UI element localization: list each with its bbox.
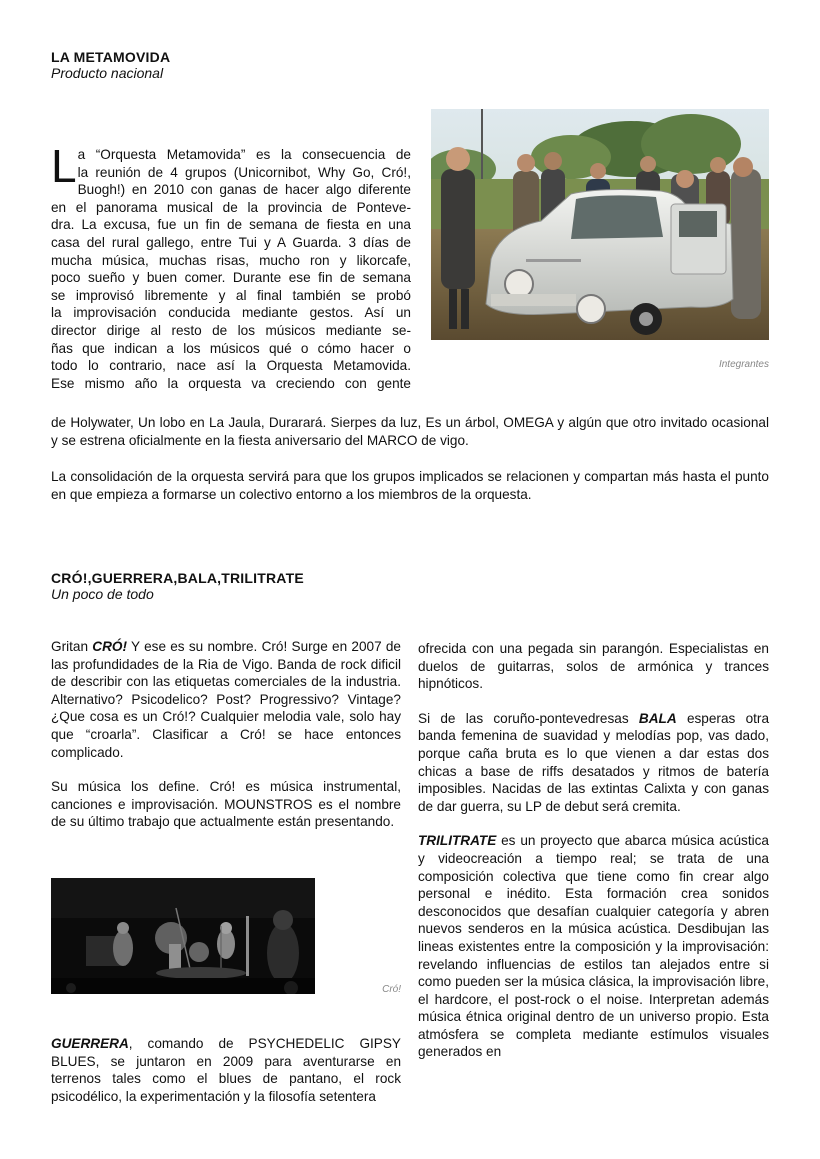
photo-caption-integrantes: Integrantes xyxy=(718,359,769,370)
band-name-guerrera: GUERRERA xyxy=(51,1036,129,1051)
drop-cap-letter: L xyxy=(51,140,77,192)
intro-lines xyxy=(51,140,411,392)
intro-line: la improvisación conducida mediante gestos. Así un xyxy=(51,305,411,321)
paragraph-cro-music: Su música los define. Cró! es música instrumental, canciones e improvisación. MOUNSTROS es el nombre de su último trabajo que actualmente están presentando. xyxy=(51,779,401,830)
section-title-bands: CRÓ!,GUERRERA,BALA,TRILITRATE xyxy=(51,570,304,586)
intro-line: en el panorama musical de la provincia de Ponteve- xyxy=(51,199,411,215)
intro-line: Ese mismo año la orquesta va creciendo con gente xyxy=(51,375,411,391)
paragraph-metamovida-intro xyxy=(51,140,411,392)
intro-line: a “Orquesta Metamovida” es la consecuencia de xyxy=(77,147,411,162)
trilitrate-text: es un proyecto que abarca música acústica y videocreación a tiempo real; se trata de una composición colectiva que tiene como fin crear algo personal e inédito. Esta formación crea sonidos desconocidos que desafían cualquier categoría y abren nuevos senderos en la música acústica. Desdibujan las lineas existentes entre la composición y la improvisación: revelando influencias de estilos tan alejados entre si como pueden ser la música clásica, la improvisación libre, el hardcore, el post-rock o el noise. Interpretan además música étnica original dentro de un universo propio. Esta atmósfera se completa mediante estímulos visuales generados en xyxy=(418,833,769,1060)
section-subtitle-metamovida: Producto nacional xyxy=(51,65,164,81)
intro-line: poco sueño y buen comer. Durante ese fin de semana xyxy=(51,270,411,286)
paragraph-guerrera xyxy=(51,1035,401,1105)
intro-line: casa del rural gallego, entre Tui y A Guarda. 3 días de xyxy=(51,234,411,250)
intro-line: todo lo contrario, nace así la Orquesta Metamovida. xyxy=(51,358,411,374)
photo-caption-cro: Cró! xyxy=(382,984,401,995)
intro-line: se improvisó libremente y al final también se probó xyxy=(51,287,411,303)
band-name-cro: CRÓ! xyxy=(92,639,128,654)
bala-text: esperas otra banda femenina de suavidad y melodías pop, vas dado, porque caña bruta es lo que vienen a dar estas dos chicas a base de riffs desatados y ritmos de batería imposibles. Nacidas de las extintas Calixta y con ganas de dar guerra, su LP de debut será cremita. xyxy=(418,710,770,814)
guerrera-text: , comando de PSYCHEDELIC GIPSY BLUES, se juntaron en 2009 para aventurarse en terrenos tales como el blues de pantano, el rock psicodélico, la experimentación y la filosofía setentera xyxy=(51,1036,401,1104)
paragraph-bala xyxy=(418,710,769,816)
photo-integrantes xyxy=(431,109,769,340)
intro-line: dra. La excusa, fue un fin de semana de fiesta en una xyxy=(51,217,411,233)
intro-line: Buogh!) en 2010 con ganas de hacer algo diferente xyxy=(77,182,411,198)
paragraph-metamovida-continuation: de Holywater, Un lobo en La Jaula, Durarará. Sierpes da luz, Es un árbol, OMEGA y algún que otro invitado ocasional y se estrena oficialmente en la fiesta aniversario del MARCO de vigo. xyxy=(51,415,769,448)
band-name-trilitrate: TRILITRATE xyxy=(418,833,497,849)
cro-text: Y ese es su nombre. Cró! Surge en 2007 de las profundidades de la Ria de Vigo. Banda de rock dificil de describir con las etiquetas comerciales de la industria. Alternativo? Psicodelico? Post? Progressivo? Vintage? ¿Que cosa es un Cró!? Cualquier melodia vale, solo hay que “croarla”. Clasificar a Cró! se hace entonces complicado. xyxy=(51,639,401,760)
left-column-bottom xyxy=(51,1035,401,1122)
paragraph-metamovida-consolidacion: La consolidación de la orquesta servirá para que los grupos implicados se relacionen y compartan más hasta el punto en que empieza a formarse un colectivo entorno a los miembros de la orquesta. xyxy=(51,469,769,502)
band-name-bala: BALA xyxy=(638,710,677,726)
intro-line: la reunión de 4 grupos (Unicornibot, Why Go, Cró!, xyxy=(77,164,411,180)
section-title-metamovida: LA METAMOVIDA xyxy=(51,49,171,65)
paragraph-cro xyxy=(51,638,401,761)
paragraph-trilitrate xyxy=(418,832,769,1061)
bala-prefix: Si de las coruño-pontevedresas xyxy=(418,710,639,726)
left-column-top xyxy=(51,638,401,848)
paragraph-guerrera-continuation: ofrecida con una pegada sin parangón. Especialistas en duelos de guitarras, solos de armónica y trances hipnóticos. xyxy=(418,641,769,692)
section-subtitle-bands: Un poco de todo xyxy=(51,586,154,602)
right-column xyxy=(418,640,769,1078)
photo-cro-live xyxy=(51,878,315,994)
intro-line: mucha música, muchas risas, mucho ron y likorcafe, xyxy=(51,252,411,268)
intro-line: director dirige al resto de los músicos mediante se- xyxy=(51,322,411,338)
intro-line: ñas que indican a los músicos qué o cómo hacer o xyxy=(51,340,411,356)
cro-prefix: Gritan xyxy=(51,639,93,654)
